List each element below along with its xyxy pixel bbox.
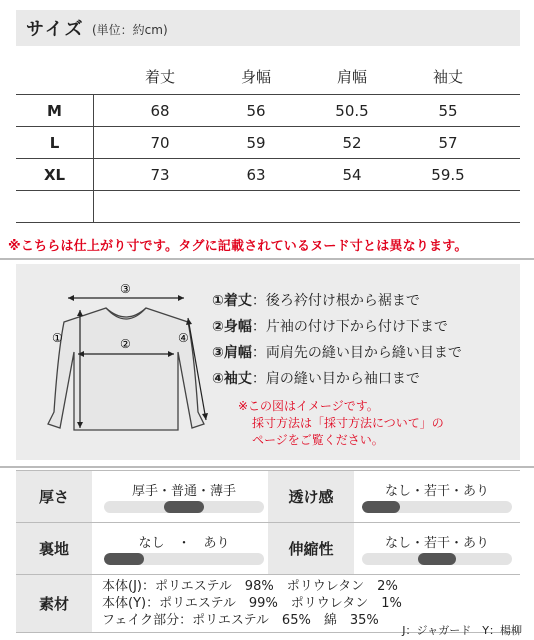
col-header-width: 身幅 <box>240 68 271 86</box>
thickness-bar <box>104 501 264 513</box>
marker-2: ② <box>120 337 131 351</box>
table-rule <box>16 222 520 223</box>
diagram-note-line: ページをご覧ください。 <box>252 433 384 447</box>
row-label-m: M <box>47 102 62 120</box>
table-cell: 56 <box>246 102 266 120</box>
material-line: 本体(Y)：ポリエステル 99% ポリウレタン 1% <box>102 596 402 611</box>
size-note: ※こちらは仕上がり寸です。タグに記載されているヌード寸とは異なります。 <box>8 239 468 254</box>
attr-label-material: 素材 <box>16 575 92 632</box>
transparency-options: なし・若干・あり <box>384 484 489 499</box>
marker-4: ④ <box>178 331 189 345</box>
attr-label-lining: 裏地 <box>16 523 92 574</box>
table-rule <box>16 126 520 127</box>
page-title: サイズ <box>26 19 85 40</box>
definition-term: ③肩幅 <box>212 345 252 361</box>
attr-label-thickness: 厚さ <box>16 471 92 522</box>
definition-desc: ：肩の縫い目から袖口まで <box>251 371 420 387</box>
thickness-options: 厚手・普通・薄手 <box>131 484 236 499</box>
table-cell: 55 <box>438 102 458 120</box>
table-rule <box>16 158 520 159</box>
unit-label: (単位：約cm) <box>92 23 168 37</box>
definition-width <box>212 316 448 336</box>
material-line: 本体(J)：ポリエステル 98% ポリウレタン 2% <box>102 579 398 594</box>
section-divider <box>0 258 534 260</box>
col-header-sleeve: 袖丈 <box>432 68 463 86</box>
definition-desc: ：両肩先の縫い目から縫い目まで <box>251 345 462 361</box>
lining-level <box>104 553 144 565</box>
marker-1: ① <box>52 331 63 345</box>
definition-sleeve <box>212 368 420 388</box>
definition-desc: ：片袖の付け下から付け下まで <box>251 319 448 335</box>
marker-3: ③ <box>120 282 131 296</box>
table-cell: 50.5 <box>335 102 369 120</box>
stretch-level <box>418 553 456 565</box>
transparency-level <box>362 501 400 513</box>
table-rule <box>16 190 520 191</box>
col-header-shoulder: 肩幅 <box>336 68 367 86</box>
footer-legend: J：ジャガード Y：楊柳 <box>402 624 522 637</box>
section-divider <box>0 466 534 468</box>
stretch-options: なし・若干・あり <box>384 536 489 551</box>
table-cell: 54 <box>342 166 362 184</box>
table-cell: 59.5 <box>431 166 465 184</box>
diagram-note-line: ※この図はイメージです。 <box>238 399 379 413</box>
measurement-panel <box>16 264 520 460</box>
table-cell: 68 <box>150 102 170 120</box>
definition-term: ②身幅 <box>212 319 252 335</box>
definition-length <box>212 290 420 310</box>
table-rule <box>16 94 520 95</box>
definition-term: ④袖丈 <box>212 371 252 387</box>
table-cell: 52 <box>342 134 362 152</box>
thickness-level <box>164 501 204 513</box>
diagram-note-line: 採寸方法は「採寸方法について」の <box>252 416 444 430</box>
table-cell: 70 <box>150 134 170 152</box>
material-line: フェイク部分：ポリエステル 65% 綿 35% <box>102 613 379 628</box>
attr-label-stretch: 伸縮性 <box>268 523 354 574</box>
table-cell: 73 <box>150 166 170 184</box>
lining-bar <box>104 553 264 565</box>
table-col-rule <box>93 94 94 222</box>
col-header-length: 着丈 <box>144 68 175 86</box>
attr-label-transparency: 透け感 <box>268 471 354 522</box>
transparency-bar <box>362 501 512 513</box>
lining-options: なし ・ あり <box>138 536 230 551</box>
table-cell: 57 <box>438 134 458 152</box>
stretch-bar <box>362 553 512 565</box>
table-cell: 59 <box>246 134 266 152</box>
table-cell: 63 <box>246 166 266 184</box>
row-label-l: L <box>49 134 60 152</box>
shirt-diagram-icon <box>28 282 218 457</box>
definition-desc: ：後ろ衿付け根から裾まで <box>251 293 420 309</box>
definition-term: ①着丈 <box>212 293 252 309</box>
definition-shoulder <box>212 342 462 362</box>
row-label-xl: XL <box>43 166 66 184</box>
